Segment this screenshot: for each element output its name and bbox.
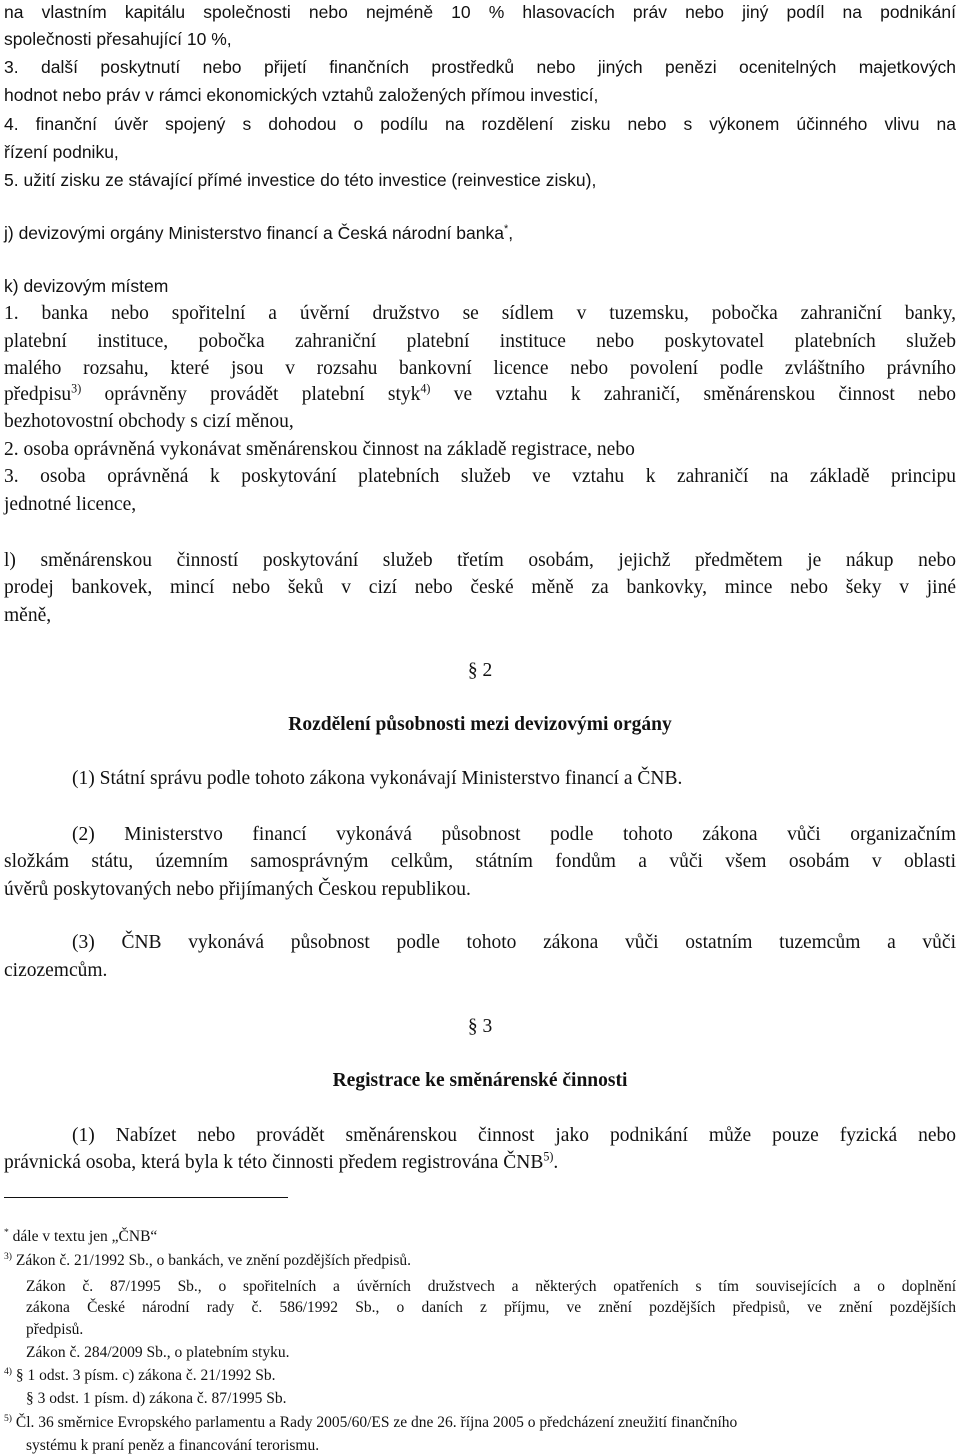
item-l-line-2: prodej bankovek, mincí nebo šeků v cizí nebo české měně za bankovky, mince nebo šeky v jiné	[4, 577, 956, 598]
item-k-p4-a: předpisu	[4, 384, 72, 405]
item-k-p4-c: ve vztahu k zahraničí, směnárenskou činnost nebo	[430, 384, 956, 405]
footnote-4-mark: 4)	[4, 1365, 12, 1377]
item-k-p5: bezhotovostní obchody s cizí měnou,	[4, 411, 294, 432]
footnote-3-line-3: zákona České národní rady č. 586/1992 Sb., o daních z příjmu, ve znění pozdějších předpisů, ve znění pozdějších	[26, 1298, 956, 1316]
footnote-4-text-2: 3 odst. 1 písm. d) zákona č. 87/1995 Sb.	[37, 1389, 287, 1407]
item-j-text: j) devizovými orgány Ministerstvo financí a Česká národní banka	[4, 223, 504, 243]
footnote-5-mark: 5)	[4, 1412, 12, 1424]
item-k-p3: malého rozsahu, které jsou v rozsahu bankovní licence nebo povolení podle zvláštního právního	[4, 358, 956, 379]
section-symbol: §	[26, 1389, 34, 1407]
footnote-3-line-5: Zákon č. 284/2009 Sb., o platebním styku.	[26, 1343, 290, 1361]
section-2-paragraph-1: (1) Státní správu podle tohoto zákona vykonávají Ministerstvo financí a ČNB.	[72, 768, 683, 789]
item-k-p2: platební instituce, pobočka zahraniční platební instituce nebo poskytovatel platebních služeb	[4, 331, 956, 352]
section-2-paragraph-3-line-2: cizozemcům.	[4, 960, 108, 981]
section-2-title: Rozdělení působnosti mezi devizovými orgány	[288, 714, 672, 735]
footnote-star-text: dále v textu jen „ČNB“	[12, 1227, 158, 1245]
section-2-paragraph-2-line-2: složkám státu, územním samosprávným celkům, státním fondům a vůči všem osobám v oblasti	[4, 851, 956, 872]
section-2-paragraph-3-line-1: (3) ČNB vykonává působnost podle tohoto zákona vůči ostatním tuzemcům a vůči	[72, 932, 956, 953]
footnote-3-line-2: Zákon č. 87/1995 Sb., o spořitelních a úvěrních družstvech a některých opatřeních s tím souvisejících a o doplnění	[26, 1277, 956, 1295]
footnote-5-line-1	[4, 1413, 737, 1433]
footnote-separator	[4, 1197, 288, 1198]
footnote-3-line-1	[4, 1251, 411, 1271]
item-l-line-3: měně,	[4, 605, 52, 626]
footnote-4-text-1: 1 odst. 3 písm. c) zákona č. 21/1992 Sb.	[27, 1366, 276, 1384]
footnote-5-line-2: systému k praní peněz a financování terorismu.	[26, 1436, 320, 1454]
item-j-tail: ,	[508, 223, 514, 243]
item-k-p7: 3. osoba oprávněná k poskytování platebních služeb ve vztahu k zahraničí na základě principu	[4, 466, 956, 487]
intro-item-4-line-1: 4. finanční úvěr spojený s dohodou o podílu na rozdělení zisku nebo s výkonem účinného vlivu na	[4, 114, 956, 134]
item-j-footnote-ref: *	[503, 223, 509, 236]
footnote-4-line-2	[26, 1389, 286, 1409]
item-l-line-1: l) směnárenskou činností poskytování služeb třetím osobám, jejichž předmětem je nákup nebo	[4, 550, 956, 571]
item-k-p4-b: oprávněny provádět platební styk	[81, 384, 421, 405]
item-k-p8: jednotné licence,	[4, 494, 137, 515]
footnote-ref-4: 4)	[420, 381, 431, 396]
section-2-paragraph-2-line-3: úvěrů poskytovaných nebo přijímaných Českou republikou.	[4, 879, 471, 900]
footnote-3-line-4: předpisů.	[26, 1320, 84, 1338]
intro-item-3-line-1: 3. další poskytnutí nebo přijetí finančních prostředků nebo jiných penězi ocenitelných majetkových	[4, 57, 956, 77]
footnote-star	[4, 1227, 157, 1247]
item-k-p4	[4, 382, 956, 408]
section-symbol: §	[15, 1366, 24, 1384]
section-2-number: § 2	[467, 660, 493, 681]
item-k-title: k) devizovým místem	[4, 276, 169, 296]
item-k-p6: 2. osoba oprávněná vykonávat směnárenskou činnost na základě registrace, nebo	[4, 439, 635, 460]
footnote-3-text-1: Zákon č. 21/1992 Sb., o bankách, ve znění pozdějších předpisů.	[15, 1251, 412, 1269]
section-3-number: § 3	[467, 1016, 493, 1037]
item-k-p1: 1. banka nebo spořitelní a úvěrní družstvo se sídlem v tuzemsku, pobočka zahraniční banky,	[4, 303, 956, 324]
section-3-paragraph-1-line-2	[4, 1150, 558, 1176]
footnote-4-line-1	[4, 1366, 275, 1386]
intro-item-4-line-2: řízení podniku,	[4, 142, 119, 162]
section-3-paragraph-1-tail: .	[553, 1152, 559, 1173]
footnote-ref-5: 5)	[543, 1149, 554, 1164]
section-3-paragraph-1-text: právnická osoba, která byla k této činnosti předem registrována ČNB	[4, 1152, 544, 1173]
footnote-5-text-1: Čl. 36 směrnice Evropského parlamentu a Rady 2005/60/ES ze dne 26. října 2005 o předcházení zneužití finančního	[15, 1413, 738, 1431]
intro-line-1: na vlastním kapitálu společnosti nebo nejméně 10 % hlasovacích práv nebo jiný podíl na podnikání	[4, 2, 956, 22]
footnote-ref-3: 3)	[71, 381, 82, 396]
intro-item-3-line-2: hodnot nebo práv v rámci ekonomických vztahů založených přímou investicí,	[4, 85, 599, 105]
section-3-paragraph-1-line-1: (1) Nabízet nebo provádět směnárenskou činnost jako podnikání může pouze fyzická nebo	[72, 1125, 956, 1146]
footnote-star-mark: *	[4, 1226, 9, 1238]
intro-line-2: společnosti přesahující 10 %,	[4, 29, 232, 49]
intro-item-5: 5. užití zisku ze stávající přímé investice do této investice (reinvestice zisku),	[4, 170, 597, 190]
section-3-title: Registrace ke směnárenské činnosti	[332, 1070, 628, 1091]
section-2-paragraph-2-line-1: (2) Ministerstvo financí vykonává působnost podle tohoto zákona vůči organizačním	[72, 824, 956, 845]
footnote-3-mark: 3)	[4, 1250, 12, 1262]
item-j	[4, 221, 513, 245]
